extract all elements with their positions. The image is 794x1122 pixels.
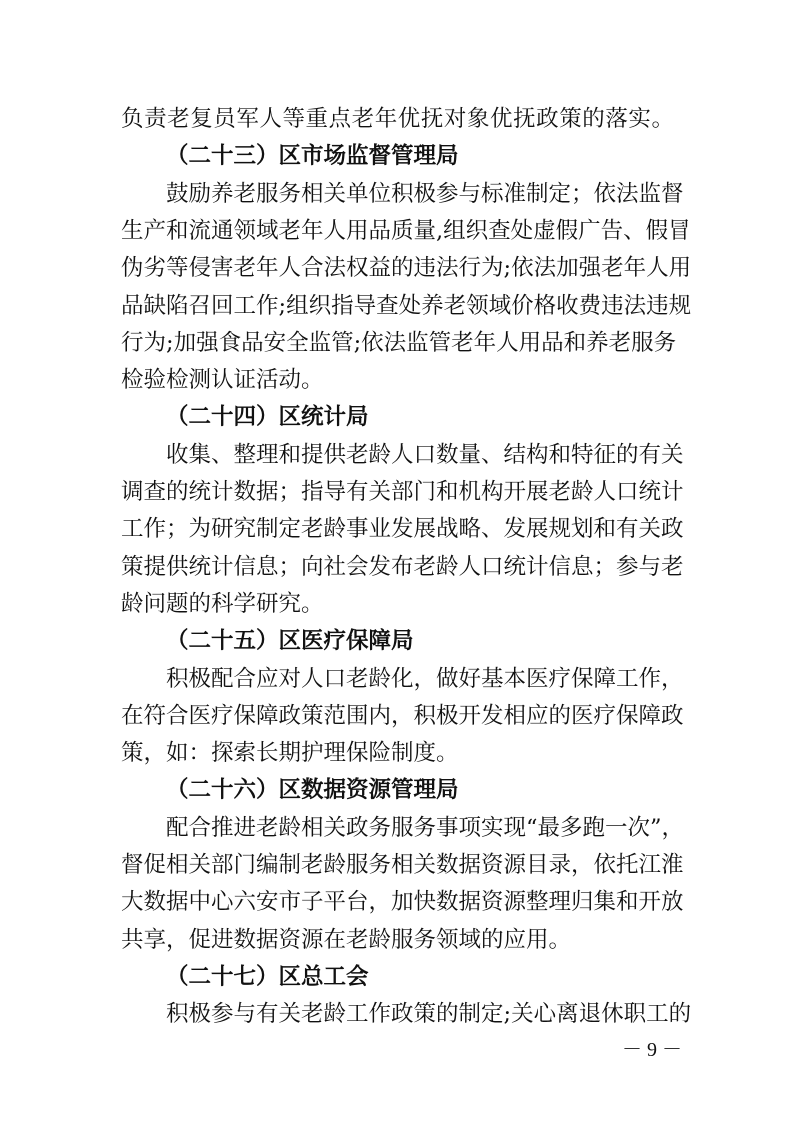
body-text-line: 龄问题的科学研究。 — [121, 590, 324, 617]
body-text-line: 共享，促进数据资源在老龄服务领域的应用。 — [121, 926, 572, 953]
body-text-line: 积极参与有关老龄工作政策的制定;关心离退休职工的 — [166, 1001, 692, 1028]
body-text-line: 品缺陷召回工作;组织指导查处养老领域价格收费违法违规 — [121, 292, 692, 319]
page-number: － 9 － — [622, 1039, 682, 1061]
body-text-line: 策提供统计信息；向社会发布老龄人口统计信息；参与老 — [121, 553, 684, 580]
body-text-line: 行为;加强食品安全监管;依法监管老年人用品和养老服务 — [121, 329, 677, 356]
body-text-line: 在符合医疗保障政策范围内，积极开发相应的医疗保障政 — [121, 702, 684, 729]
body-text-line: 大数据中心六安市子平台，加快数据资源整理归集和开放 — [121, 889, 684, 916]
body-text-line: 策，如：探索长期护理保险制度。 — [121, 740, 459, 767]
body-text-line: 检验检测认证活动。 — [121, 367, 324, 394]
body-text-line: 收集、整理和提供老龄人口数量、结构和特征的有关 — [166, 441, 684, 468]
section-heading-27: （二十七）区总工会 — [166, 963, 369, 990]
section-heading-26: （二十六）区数据资源管理局 — [166, 777, 459, 804]
body-text-line: 伪劣等侵害老年人合法权益的违法行为;依法加强老年人用 — [121, 255, 692, 282]
body-text-line: 工作；为研究制定老龄事业发展战略、发展规划和有关政 — [121, 516, 684, 543]
body-text-line: 配合推进老龄相关政务服务事项实现“最多跑一次”， — [166, 814, 685, 841]
body-text-line: 负责老复员军人等重点老年优抚对象优抚政策的落实。 — [121, 106, 674, 132]
body-text-line: 调查的统计数据；指导有关部门和机构开展老龄人口统计 — [121, 479, 684, 505]
section-heading-23: （二十三）区市场监督管理局 — [166, 143, 459, 170]
body-text-line: 积极配合应对人口老龄化，做好基本医疗保障工作， — [166, 665, 684, 692]
body-text-line: 督促相关部门编制老龄服务相关数据资源目录，依托江淮 — [121, 852, 684, 878]
section-heading-24: （二十四）区统计局 — [166, 404, 369, 431]
section-heading-25: （二十五）区医疗保障局 — [166, 628, 414, 655]
body-text-line: 鼓励养老服务相关单位积极参与标准制定；依法监督 — [166, 180, 684, 207]
body-text-line: 生产和流通领域老年人用品质量,组织查处虚假广告、假冒 — [121, 217, 691, 244]
